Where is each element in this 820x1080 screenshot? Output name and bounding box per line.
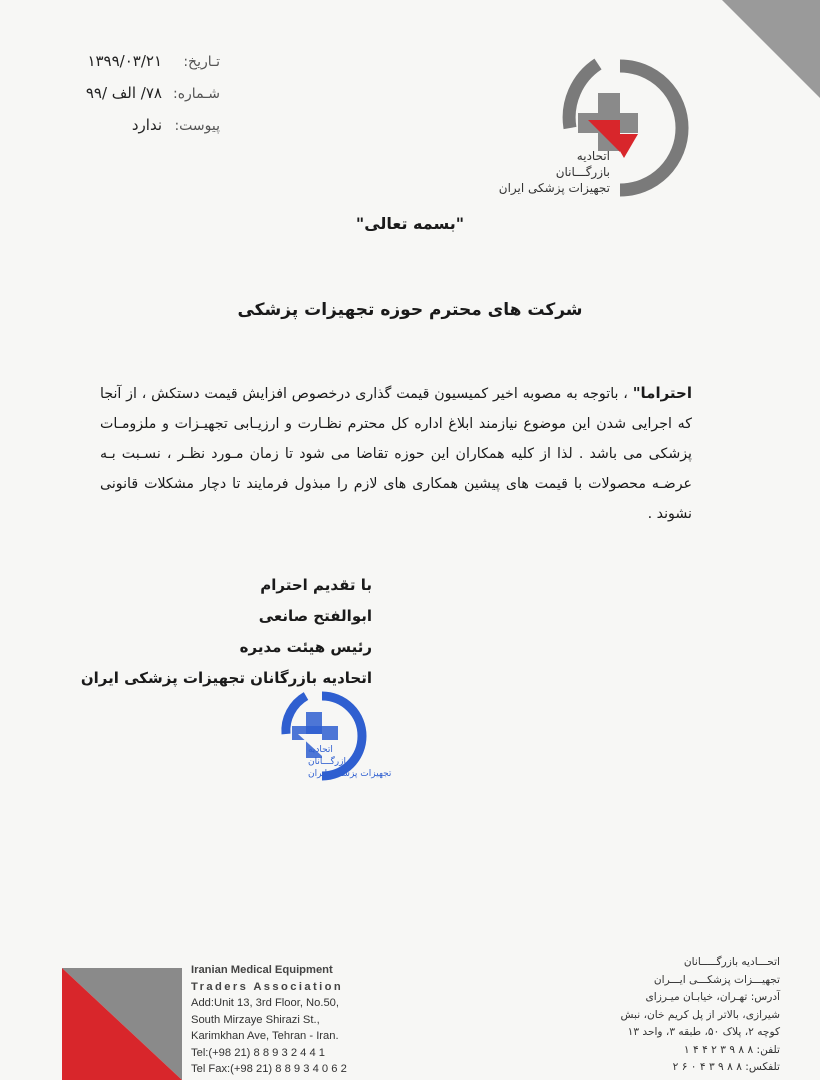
footer-logo-triangles bbox=[62, 968, 182, 1080]
letter-body bbox=[100, 378, 692, 529]
footer-en-line-3: Add:Unit 13, 3rd Floor, No.50, bbox=[191, 997, 340, 1009]
footer-fa-line-1: اتحـــادیه بازرگـــــانان bbox=[683, 956, 780, 968]
logo-caption bbox=[470, 148, 610, 196]
attachment-row bbox=[70, 116, 220, 148]
body-paragraph: ، باتوجه به مصوبه اخیر کمیسیون قیمت گذاری درخصوص افزایش قیمت دستکش ، از آنجا که اجرایی شدن این موضوع نیازمند ابلاغ اداره کل محترم نظـارت و ارزیـابی تجهیـزات و ملزومـات پزشکی می باشد . لذا از کلیه همکاران این حوزه تقاضا می شود تا زمان مـورد نظـر ، نسـبت بـه عرضـه محصولات با قیمت های پیشین همکاری های لازم را مبذول فرمایند تا دچار مشکلات قانونی نشوند . bbox=[100, 386, 692, 522]
signature-block bbox=[80, 570, 372, 694]
signer-organization: اتحادیه بازرگانان تجهیزات پزشکی ایران bbox=[80, 669, 372, 687]
footer-fa-line-5: کوچه ۲، پلاک ۵۰، طبقه ۳، واحد ۱۳ bbox=[627, 1026, 780, 1038]
footer-persian bbox=[598, 954, 780, 1077]
footer-fa-line-7: تلفکس: ۸ ۸ ۹ ۳ ۴ ۰ ۶ ۲ bbox=[672, 1061, 780, 1073]
bismillah-heading: "بسمه تعالی" bbox=[355, 214, 465, 233]
signer-title: رئیس هیئت مدیره bbox=[239, 638, 372, 656]
attachment-label: پیوست: bbox=[174, 118, 220, 134]
stamp-line-2: بازرگـــانان bbox=[308, 757, 349, 767]
letter-meta bbox=[70, 52, 220, 148]
logo-line-3: تجهیزات پزشکی ایران bbox=[498, 181, 610, 195]
number-value: ۷۸/ الف /۹۹ bbox=[85, 84, 162, 102]
footer-en-line-2: Traders Association bbox=[191, 980, 344, 993]
attachment-value: ندارد bbox=[131, 116, 162, 134]
footer-en-line-5: Karimkhan Ave, Tehran - Iran. bbox=[191, 1030, 339, 1042]
logo-line-2: بازرگـــانان bbox=[555, 165, 610, 179]
footer-english bbox=[191, 962, 371, 1078]
footer-fa-line-6: تلفن: ۸ ۸ ۹ ۳ ۲ ۴ ۴ ۱ bbox=[683, 1043, 780, 1056]
footer-en-line-1: Iranian Medical Equipment bbox=[191, 964, 333, 976]
date-label: تـاریخ: bbox=[183, 54, 220, 70]
date-value: ۱۳۹۹/۰۳/۲۱ bbox=[87, 52, 162, 70]
number-row bbox=[70, 84, 220, 116]
corner-fold bbox=[722, 0, 820, 98]
footer-en-line-4: South Mirzaye Shirazi St., bbox=[191, 1013, 320, 1026]
stamp-line-1: اتحادیه bbox=[308, 745, 333, 755]
footer-fa-line-3: آدرس: تهـران، خیابـان میـرزای bbox=[645, 991, 780, 1003]
salutation: احتراما" bbox=[632, 384, 692, 402]
recipient-heading: شرکت های محترم حوزه تجهیزات پزشکی bbox=[237, 300, 583, 320]
signer-name: ابوالفتح صانعی bbox=[258, 607, 372, 625]
footer-fa-line-2: تجهیـــزات پزشکـــی ایـــران bbox=[653, 973, 780, 986]
stamp-line-3: تجهیزات پزشکی ایران bbox=[308, 769, 392, 779]
logo-line-1: اتحادیه bbox=[576, 149, 610, 163]
footer-en-line-6: Tel:(+98 21) 8 8 9 3 2 4 4 1 bbox=[191, 1046, 326, 1059]
number-label: شـماره: bbox=[172, 86, 220, 102]
footer-fa-line-4: شیرازی، بالاتر از پل کریم خان، نبش bbox=[620, 1008, 780, 1021]
date-row bbox=[70, 52, 220, 84]
official-stamp bbox=[210, 690, 392, 790]
closing-line: با تقدیم احترام bbox=[260, 576, 372, 594]
footer-en-line-7: Tel Fax:(+98 21) 8 8 9 3 4 0 6 2 bbox=[191, 1063, 347, 1075]
